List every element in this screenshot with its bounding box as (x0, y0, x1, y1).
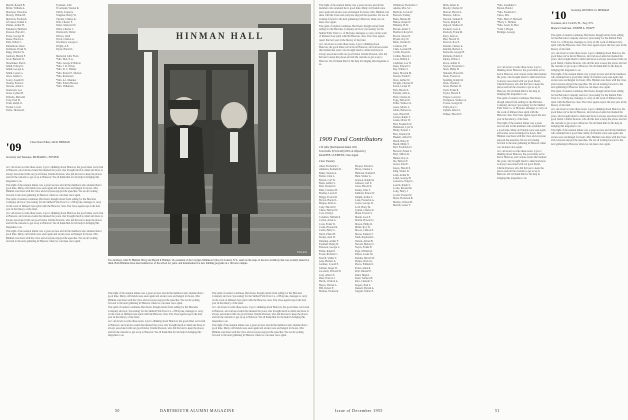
article-paragraph-19: At 1 am down as write these notes. I got to thinking about Hanover, the good times we've had at Hanover, and various events that marked the years. Our brought much to mind and more is always associated with our good friend, Charlie Pearson, who did his best to keep the places and tell the customs to get as up to Hanover. We all thank him for his help in bringing this magazine to us. (551, 107, 627, 128)
donor-name: Dwight, Charles H. (393, 81, 414, 85)
donor-name: Bolinger, George (497, 31, 515, 35)
donor-name: Ulrich, Clarence (56, 10, 74, 14)
donor-name: Slade, Everett A. (443, 75, 461, 79)
donor-name: Lamb, George H. (393, 176, 412, 180)
donor-name: Lane, Frederick A. (355, 198, 375, 202)
donor-name: Weiss, Maxwell W. (56, 24, 77, 28)
donor-name: Upham, Albert J. (443, 109, 461, 113)
donor-name: Randall, Herbert L. (443, 48, 464, 52)
donor-name: Ide, Herbert F. (393, 159, 409, 163)
donor-name: Knight, Arthur L. (355, 195, 374, 199)
donor-name: Perry, Allen G. (443, 34, 459, 38)
issue-date: Issue of December 1955 (335, 408, 383, 413)
donor-name: Rowe, Arthur N. (443, 61, 461, 65)
article-paragraph-2: The night of the reunion dinner was a great success and all the members who attended had a good time. Many old friends were seen again and stories were exchanged for hours. Mrs. Hinman was there with the Class and everyone enjoyed the speeches. We are all looking forward to the next gathering in Hanover when we can meet once again. (6, 183, 102, 197)
donor-name: Page, William R. (355, 249, 373, 253)
hinman-brothers-photo (108, 4, 311, 256)
donor-name: Chase, Herbert W. (319, 209, 339, 213)
donor-name: Toby, Pred H. (6, 98, 21, 102)
donor-name: Taylor, Harold E. (443, 92, 462, 96)
donor-name: *Mrs. Wilkinson (56, 85, 74, 89)
donor-name: Buck, Charles D. (393, 41, 411, 45)
donor-name: *Harry C. Holmes (497, 20, 517, 24)
donor-name: Crane, Howard R. (319, 226, 338, 230)
donor-name: Holt, Frederick D. (393, 146, 413, 150)
donor-name: Russell, Harold A. (355, 287, 375, 291)
donor-name: Mann, Everett S. (355, 212, 373, 216)
donor-name: Hammond, Lyle W. (393, 126, 414, 130)
donor-name: Jones, Harold S. (355, 185, 373, 189)
magazine-name: DARTMOUTH ALUMNI MAGAZINE (160, 408, 235, 413)
donor-name: Phelps, David A. (355, 259, 373, 263)
donor-name: Dana, Edward S. (393, 65, 411, 69)
donor-name: Robinson, Frank N. (6, 48, 27, 52)
donor-name: Locke, Russell M. (393, 187, 413, 191)
donor-name: Stevens, Allan L. (6, 85, 24, 89)
donor-name: Walker, Harold N. (443, 112, 462, 116)
donor-name: Mason, Philip R. (355, 222, 373, 226)
donor-name: Merrill, Lester T. (393, 204, 411, 208)
donor-name: Richards, Edwin T. (443, 54, 463, 58)
donor-name: Sanborn, Harold F. (6, 54, 26, 58)
donor-name: Moore, Clinton E. (355, 229, 374, 233)
donor-name: Fisher, Ralph E. (319, 249, 336, 253)
donor-name: Beal, Donald O. (319, 185, 336, 189)
donor-name: Coleman, William P. (319, 215, 341, 219)
donor-name: Curtis, Harry C. (319, 229, 336, 233)
donor-name: Ripley, Walter J. (443, 58, 461, 62)
donor-name: Cross, Phillip S. (393, 58, 410, 62)
donor-name: Baker, Warren A. (319, 171, 337, 175)
donor-name: Hill, Robert E. (319, 287, 335, 291)
donor-name: Spalding, Ralph M. (443, 78, 464, 82)
donor-name: Hooper, Edwin S. (355, 165, 374, 168)
donor-name: Scott, Bernard W. (6, 58, 25, 62)
donor-name: Goodwin, Edward H. (319, 270, 342, 274)
donor-name: Martin, Howard J. (355, 219, 375, 223)
donor-name: Wells, Charles C. (56, 27, 75, 31)
fund-total: Total Gifts: $7,612.48 (100% of Objective) (319, 150, 366, 153)
donor-name: Eaton, Lionel W. (393, 85, 411, 89)
donor-name: Murdoch, Frederick (6, 17, 27, 21)
donor-name: Sturtevant, Lee (6, 88, 22, 92)
donor-name: Noyes, Frank H. (355, 246, 373, 250)
donor-name: Newell, Herbert C. (355, 242, 375, 246)
donor-name: Parkinson, Hubbard (6, 27, 27, 31)
memorial-gifts-list (497, 4, 547, 64)
donor-name: Smith, Edward J. (6, 65, 24, 69)
donor-name: Bates, Arthur S. (319, 181, 336, 185)
donor-name: Smith, George A. (6, 68, 25, 72)
donor-name: Vincent, Charles K. (56, 17, 77, 21)
donor-name: Towne, George M. (443, 102, 463, 106)
right-top-notes (319, 4, 389, 134)
donor-name: Pike, Harold W. (443, 37, 460, 41)
donor-name: Emerson, George L. (319, 246, 340, 250)
donor-name: Stone, Herbert W. (443, 85, 462, 89)
donor-name: Gray, Albert N. (319, 273, 335, 277)
donor-name: Snow, Arthur C. (6, 75, 23, 79)
article-paragraph-5: The night of the reunion dinner was a great success and all the members who attended had a good time. Many old friends were seen again and stories were exchanged for hours. Mrs. Hinman was there with the Class and everyone enjoyed the speeches. We are all looking forward to the next gathering in Hanover when we can meet once again. (6, 229, 102, 243)
donor-name: Johnson, Carl E. (355, 181, 373, 185)
photo-caption: Two brothers, John H. Hinman '09 (l) and Harold P. Hinman '16, president of the Carrigan Wilkinson School in Carmel, N.Y., stand on the steps of the new dormitory that was recently named for them. Both Hinmans have been benefactors of the school for years, and instrumental in a new building program on a 100-acre campus. (108, 259, 310, 266)
donor-name: *Mrs. Harry F. Hartwell (497, 17, 523, 21)
article-paragraph-4: At 1 am down as write these notes. I got to thinking about Hanover, the good times we've had at Hanover, and various events that marked the years. Our brought much to mind and more is always associated with our good friend, Charlie Pearson, who did his best to keep the places and tell the customs to get as up to Hanover. We all thank him for his help in bringing this magazine to us. (6, 212, 104, 229)
donor-name: Hunt, Walter G. (355, 175, 372, 179)
donor-name: Brown, Harold L. (319, 198, 338, 202)
donor-name: Wait, Chester F. (56, 20, 73, 24)
donor-name: Putnam, Chester A. (443, 44, 464, 48)
donor-name: Munroe, John A. (443, 14, 461, 18)
article-paragraph-13: The spirit of reunion continues. Bert Kent, though retired from selling for the Hercules Company and now 'processing' for the Skilled Falls Trust Co. of Holyoke, manages to carry on the work of Imbued class spirit with the Hanover class. The Class agents report the best year in the history of the fund. (319, 25, 387, 42)
donor-name: *Mrs. Robertson (56, 75, 74, 79)
photo-image (108, 4, 311, 256)
donor-name: Gibbs, Herbert A. (393, 109, 412, 113)
donor-name: Barber, John L. (319, 175, 336, 179)
article-paragraph-11: The night of the reunion dinner was a great success and all the members who attended had a good time. Many old friends were seen again and stories were exchanged for hours. Mrs. Hinman was there with the Class and everyone enjoyed the speeches. We are all looking forward to the next gathering in Hanover when we can meet once again. (212, 323, 308, 338)
donor-name: Graves, Ralph T. (393, 115, 411, 119)
donor-name: Trowmann, Warren R. (56, 7, 80, 11)
donor-name: Colton, Alvin G. (319, 219, 337, 223)
donor-name: *Mrs. Lewis D. Hart (497, 24, 519, 28)
donor-name: Fuller, Wallace O. (393, 102, 412, 106)
donor-name: Heath, Philip T. (393, 143, 410, 147)
donor-list-left-2 (56, 4, 104, 134)
donor-name: Bates, Helene M. (393, 17, 412, 21)
article-paragraph-9: The spirit of reunion continues. Bert Kent, though retired from selling for the Hercules Company and now 'processing' for the Skilled Falls Trust Co. of Holyoke, manages to carry on the work of Imbued class spirit with the Hanover class. The Class agents report the best year in the history of the fund. (212, 292, 308, 306)
donor-name: Field, Charles R. (393, 95, 411, 99)
donor-name: *John J. Hogan (497, 27, 514, 31)
donor-name: Collins, Harold J. (393, 54, 412, 58)
donor-name: Miller, Roy W. (355, 226, 371, 230)
donor-name: Marble, Clinton H. (393, 200, 413, 204)
class-10-notes (551, 34, 627, 404)
donor-name: Dunning, Arthur F. (319, 239, 339, 243)
class-09-notes (6, 166, 104, 400)
donor-list-left (6, 4, 54, 134)
donor-name: Tibbetts, Malcolm (6, 95, 26, 99)
donor-name: Wentworth, Walter (56, 31, 76, 35)
donor-name: Woodbury, George C. (56, 41, 79, 45)
donor-name: Lewis, George D. (355, 202, 374, 206)
donor-name: Bowen, Albert T. (393, 27, 411, 31)
donor-name: Newton, Samuel E. (443, 17, 464, 21)
donor-name: Hall, Frederick W. (393, 122, 413, 126)
donor-name: Haskell, Alfred N. (393, 136, 413, 140)
donor-name: Farnum, John A. (393, 92, 411, 96)
donor-name: Potter, Allen R. (355, 266, 372, 270)
fund-donor-list-2 (355, 165, 389, 401)
fund-contributors-title: 1909 Fund Contributors (319, 136, 383, 143)
donor-name: Howe, Chester J. (355, 168, 373, 172)
donor-name: Reese, Harold A. (6, 37, 24, 41)
donor-name: Pearson, Harold C. (6, 31, 26, 35)
donor-name: Barton, Harold (497, 7, 513, 11)
donor-name: Keyes, Harold P. (393, 166, 411, 170)
donor-name: Hardy, Everett J. (393, 129, 411, 133)
donor-name: Clark, Leonard H. (393, 48, 412, 52)
donor-name: Rich, Walter C. (6, 41, 23, 45)
donor-name: Hatch, Harry P. (393, 139, 409, 143)
hinman-hall-sign: HINMAN HALL (176, 31, 265, 41)
class-09-heading: Class Notes Editor, JACK HINMAN (30, 141, 70, 144)
donor-name: Chace, Mrs. (497, 14, 510, 18)
article-paragraph-12: The night of the reunion dinner was a great success and all the members who attended had a good time. Many old friends were seen again and stories were exchanged for hours. Mrs. Hinman was there with the Class and everyone enjoyed the speeches. We are all looking forward to the next gathering in Hanover when we can meet once again. (319, 4, 389, 25)
donor-name: Sawyer, Frederick C. (443, 65, 465, 69)
donor-name: Atkinson, Kenneth R. (319, 168, 342, 172)
article-paragraph-10: At 1 am down as write these notes. I got to thinking about Hanover, the good times we've had at Hanover, and various events that marked the years. Our brought much to mind and more is always associated with our good friend, Charlie Pearson, who did his best to keep the places and tell the customs to get as up to Hanover. We all thank him for his help in bringing this magazine to us. (212, 306, 310, 323)
donor-name: Nelson, Alfred B. (355, 239, 374, 243)
donor-name: Nash, Raymond L. (355, 236, 375, 240)
donor-name: Lyman, Charles P. (355, 209, 374, 213)
donor-name: Porter, George H. (6, 34, 25, 38)
donor-name: Jewett, Paul E. (393, 163, 409, 167)
donor-name: Morse, Samuel T. (355, 232, 374, 236)
donor-name: Rugg, Charles W. (6, 51, 25, 55)
article-paragraph-18: The spirit of reunion continues. Bert Kent, though retired from selling for the Hercules Company and now 'processing' for the Skilled Falls Trust Co. of Holyoke, manages to carry on the work of Imbued class spirit with the Hanover class. The Class agents report the best year in the history of the fund. (551, 90, 627, 107)
left-page (0, 0, 313, 420)
donor-name: Bryant, Roy W. (393, 37, 410, 41)
fund-donor-list-1 (319, 165, 353, 401)
article-paragraph-20: The night of the reunion dinner was a great success and all the members who attended had a good time. Many old friends were seen again and stories were exchanged for hours. Mrs. Hinman was there with the Class and everyone enjoyed the speeches. We are all looking forward to the next gathering in Hanover when we can meet once again. (551, 128, 627, 146)
donor-name: Pierce, Edmund J. (355, 263, 374, 267)
photo-credit: Foto Arts (297, 251, 307, 254)
donor-name: Lovell, Everett W. (393, 193, 413, 197)
donor-name: *Mrs. Robert E. Shelton (56, 71, 82, 75)
donor-name: King, Walter D. (393, 170, 410, 174)
donor-name: Cole, Irving J. (319, 212, 334, 216)
article-paragraph-14: At 1 am down as write these notes. I got to thinking about Hanover, the good times we've had at Hanover, and various events that marked the years. Our brought much to mind and more is always associated with our good friend, Charlie Pearson, who did his best to keep the places and tell the customs to get as up to Hanover. We all thank him for his help in bringing this magazine to us. (319, 42, 389, 67)
class-10-notes-left (497, 66, 547, 404)
donor-name: Hart, Charles M. (393, 132, 411, 136)
donor-name: Howard, Ernest L. (393, 149, 413, 153)
donor-name: Foster, Richard C. (319, 253, 338, 257)
donor-name: Ellis, Harold S. (393, 88, 409, 92)
donor-list-right (393, 4, 441, 404)
donor-name: Mosely, Willard H. (6, 14, 26, 18)
donor-name: Cady, Harold D. (319, 205, 336, 209)
donor-name: Drew, Arthur W. (393, 78, 411, 82)
donor-name: Baldwin, Lewis W. (393, 10, 413, 14)
donor-name: Lord, Harry M. (355, 205, 371, 209)
donor-name: Palmer, Arthur H. (6, 24, 25, 28)
donor-name: Marsh, Leon F. (355, 215, 371, 219)
donor-name: Smith, Lester G. (6, 71, 24, 75)
donor-name: Cushman, Lee W. (393, 61, 412, 65)
donor-name: Day, Wilbur T. (393, 68, 409, 72)
class-09-notes-col2 (108, 292, 206, 404)
donor-name: Ladd, Arthur B. (393, 173, 410, 177)
donor-name: Bisbee, Ralph W. (393, 20, 412, 24)
donor-name: Gates, Morris L. (393, 105, 411, 109)
donor-name: Coffin, Ernest K. (393, 51, 411, 55)
article-paragraph-23: The night of the reunion dinner was a great success and all the members who attended had a good time. Many old friends were seen again and stories were exchanged for hours. Mrs. Hinman was there with the Class and everyone enjoyed the speeches. We are all looking forward to the next gathering in Hanover when we can meet once again. (497, 121, 546, 149)
donor-name: Mills, Albert R. (443, 4, 460, 7)
class-year-09: '09 (6, 140, 22, 154)
donor-name: Dodge, Alan W. (319, 236, 336, 240)
donor-name: Pratt, Russell E. (355, 270, 372, 274)
donor-list-right-2 (443, 4, 491, 404)
donor-name: *Mrs. A.J. Meunier (56, 78, 77, 82)
article-paragraph-3: The spirit of reunion continues. Bert Kent, though retired from selling for the Hercules Company and now 'processing' for the Skilled Falls Trust Co. of Holyoke, manages to carry on the work of Imbued class spirit with the Hanover class. The Class agents report the best year in the history of the fund. (6, 197, 102, 212)
donor-name: Reed, Wallace H. (355, 276, 374, 280)
donor-name: *Mrs. Holt, E.A. (56, 58, 74, 62)
donor-name: Vaughan, Henry W. (56, 14, 77, 18)
donor-name: Morton, Harold L. (443, 10, 463, 14)
donor-name: Kelley, John T. (355, 188, 371, 192)
donor-name: Rice, Clement T. (355, 280, 373, 284)
donor-name: Wilcox, Orell (56, 34, 71, 38)
donor-name: Moody, Charles W. (443, 7, 464, 11)
donor-name: Goss, Harold B. (393, 112, 410, 116)
donor-name: Wright, A.E. (56, 44, 70, 48)
article-paragraph-8: At 1 am down as write these notes. I got to thinking about Hanover, the good times we've had at Hanover, and various events that marked the years. Our brought much to mind and more is always associated with our good friend, Charlie Pearson, who did his best to keep the places and tell the customs to get as up to Hanover. We all thank him for his help in bringing this magazine to us. (108, 320, 206, 338)
left-page-number: 50 (115, 408, 120, 413)
article-paragraph-21: At 1 am down as write these notes. I got to thinking about Hanover, the good times we've had at Hanover, and various events that marked the years. Our brought much to mind and more is always associated with our good friend, Charlie Pearson, who did his best to keep the places and tell the customs to get as up to Hanover. We all thank him for his help in bringing this magazine to us. (497, 66, 547, 97)
fund-gifts: 132 Gifts (Participation Index 105) (319, 146, 357, 149)
donor-name: *Mrs. Josephine C. (497, 4, 518, 7)
donor-name: Trask, Ralph O. (6, 102, 23, 106)
article-paragraph: At 1 am down as write these notes. I got to thinking about Hanover, the good times we've had at Hanover, and various events that marked the years. Our brought much to mind and more is always associated with our good friend, Charlie Pearson, who did his best to keep the places and tell the customs to get as up to Hanover. We all thank him for his help in bringing this magazine to us. (6, 166, 104, 183)
donor-name: Blakeley, H.W. (393, 24, 409, 28)
donor-name: Hayes, Warren L. (319, 283, 338, 287)
donor-name: Hoyt, Milton R. (393, 153, 410, 157)
donor-name: Wyatt, Harold L. (56, 48, 74, 52)
donor-name: Merrill, Roland B. (6, 4, 26, 7)
donor-name: O'Connor, Daniel S. (6, 20, 27, 24)
donor-name: Gardner, Lowell E. (319, 263, 339, 267)
donor-name: Dean, Howard M. (393, 71, 412, 75)
donor-name: Tyzzaner, John (56, 4, 72, 7)
donor-name: Bradley, Lewis P. (319, 192, 338, 196)
donor-name: Peabody, Frank M. (443, 31, 463, 35)
donor-name: Mack, Frederick B. (393, 197, 414, 201)
donor-name: Leavitt, Ralph S. (393, 183, 411, 187)
article-paragraph-22: The spirit of reunion continues. Bert Kent, though retired from selling for the Hercules Company and now 'processing' for the Skilled Falls Trust Co. of Holyoke, manages to carry on the work of Imbued class spirit with the Hanover class. The Class agents report the best year in the history of the fund. (497, 97, 547, 121)
donor-name: Hale, Francis J. (319, 276, 336, 280)
donor-name: Gilman, Roger D. (319, 266, 338, 270)
article-paragraph-17: The night of the reunion dinner was a great success and all the members who attended had a good time. Many old friends were seen again and stories were exchanged for hours. Mrs. Hinman was there with the Class and everyone enjoyed the speeches. We are all looking forward to the next gathering in Hanover when we can meet once again. (551, 72, 627, 90)
donor-name: Long, Harry J. (393, 190, 409, 194)
donor-name: *Mrs. Edwin Bowser (56, 81, 79, 85)
article-paragraph-15: The spirit of reunion continues. Bert Kent, though retired from selling for the Hercules Company and now 'processing' for the Skilled Falls Trust Co. of Holyoke, manages to carry on the work of Imbued class spirit with the Hanover class. The Class agents report the best year in the history of the fund. (551, 34, 627, 51)
donor-name: Eastman, Henry B. (319, 242, 339, 246)
class-10-agent: Bequest Chairman, JOSEPH A. WOLFF (551, 27, 595, 30)
donor-name: *Mrs. D. C. Hadley (56, 68, 77, 72)
fund-agent: RALPH B. CLEMENT, Class Agent (319, 154, 359, 157)
donor-name: Cook, Frank W. (319, 222, 336, 226)
donor-name: Adams, Mrs. S.C. (393, 7, 412, 11)
donor-name: Tucker, Lou P. (6, 105, 22, 109)
donor-name: Prescott, Roy E. (443, 41, 460, 45)
article-paragraph-24: At 1 am down as write these notes. I got to thinking about Hanover, the good times we've had at Hanover, and various events that marked the years. Our brought much to mind and more is always associated with our good friend, Charlie Pearson, who did his best to keep the places and tell the customs to get as up to Hanover. We all thank him for his help in bringing this magazine to us. (497, 149, 547, 180)
donor-name: Bascom, Stanley (393, 14, 411, 18)
donor-name: Osgood, Wallace P. (443, 24, 464, 28)
donor-name: Kimball, Ernest W. (355, 192, 375, 196)
donor-name: Simonds, Harold R. (443, 71, 464, 75)
donor-name: Davis, Elmer H. (319, 232, 336, 236)
donor-name: Thayer, Lewis D. (443, 95, 462, 99)
donor-name: Wilkinson, Frederick C. (393, 4, 418, 7)
donor-name: Tuttle, Roy C. (443, 105, 458, 109)
donor-name: *Mrs. Frederick C. (497, 10, 517, 14)
donor-name: Barrett, Carl W. (319, 178, 336, 182)
donor-name: Rand, Hugh L. (355, 273, 371, 277)
donor-name: Memorial Gifts From (56, 54, 79, 58)
donor-name: Hubbard, Nathan P. (355, 171, 376, 175)
class-10-heading: Secretary, RUSSELL D. MERIAM (571, 9, 609, 12)
donor-name: Stearns, Ernest J. (6, 81, 24, 85)
donor-name: Packard, Leon A. (443, 27, 462, 31)
article-paragraph-6: The night of the reunion dinner was a great success and all the members who attended had a good time. Many old friends were seen again and stories were exchanged for hours. Mrs. Hinman was there with the Class and everyone enjoyed the speeches. We are all looking forward to the next gathering in Hanover when we can meet once again. (108, 292, 204, 306)
donor-name: Harris, Clifford A. (319, 280, 339, 284)
donor-name: Burpee, Allan G. (319, 202, 337, 206)
donor-name: Soucy, Joseph W. (6, 78, 25, 82)
donor-name: Sargent, Walter E. (355, 290, 374, 294)
donor-name: Perkins, Harold W. (355, 256, 375, 260)
donor-name: Allen, Frederick C. (319, 165, 340, 168)
right-page (315, 0, 628, 420)
donor-name: Gale, Herbert A. (319, 259, 337, 263)
class-09-notes-col3 (212, 292, 310, 404)
donor-name: Wood, Charles A. (56, 37, 75, 41)
donor-name: Hunter, Roy A. (393, 156, 409, 160)
class-year-10: '10 (551, 8, 567, 22)
class-10-address: Treasurer, ALL CLASS, FL. Troy, N.Y. (551, 22, 594, 25)
donor-name: *Mrs. J. D. Oliver (56, 65, 75, 69)
donor-name: Swift, Frank R. (443, 88, 459, 92)
donor-name: Lawrence, Edgar L. (393, 180, 414, 184)
donor-name: Parker, Lester M. (355, 253, 374, 257)
donor-name: Stark, Charles L. (443, 81, 461, 85)
donor-name: Rogers, Paul S. (355, 283, 371, 287)
donor-name: Morrison, Theodore (6, 10, 27, 14)
donor-name: Reynolds, George B. (443, 51, 465, 55)
donor-name: Downs, Frank E. (393, 75, 411, 79)
donor-name: Shoemaker, Paul L. (6, 61, 27, 65)
donor-name: Brown, Stuart N. (393, 34, 411, 38)
donor-name: Carleton, F.P. (393, 44, 407, 48)
article-paragraph-7: The spirit of reunion continues. Bert Kent, though retired from selling for the Hercules Company and now 'processing' for the Skilled Falls Trust Co. of Holyoke, manages to carry on the work of Imbued class spirit with the Hanover class. The Class agents report the best year in the history of the fund. (108, 306, 204, 320)
fund-class-treasury: Class Treasury (319, 160, 335, 163)
donor-name: *Mrs. George P. Burton (56, 61, 81, 65)
class-09-secretary: Secretary and Treasurer, RICHARD C. FOSTER (6, 156, 59, 159)
donor-name: French, Walter T. (319, 256, 337, 260)
donor-name: Richardson, Dean (6, 44, 25, 48)
right-page-number: 51 (495, 408, 500, 413)
donor-name: Miller, William A. (6, 7, 26, 11)
donor-name: Blair, Clarence H. (319, 188, 338, 192)
donor-name: Briggs, Forrest R. (319, 195, 338, 199)
donor-name: Stone, Lyman H. (6, 92, 24, 96)
donor-name: Norris, Ralph D. (443, 20, 461, 24)
donor-name: Green, Oliver W. (393, 119, 411, 123)
article-paragraph-16: At 1 am down as write these notes. I got to thinking about Hanover, the good times we've had at Hanover, and various events that marked the years. Our brought much to mind and more is always associated with our good friend, Charlie Pearson, who did his best to keep the places and tell the customs to get as up to Hanover. We all thank him for his help in bringing this magazine to us. (551, 51, 627, 72)
donor-name: Fogg, Herbert E. (393, 98, 411, 102)
donor-name: Shaw, Philip H. (443, 68, 460, 72)
donor-name: Tuttle, Thomas R. (6, 109, 25, 113)
donor-name: Jackson, Ralph M. (355, 178, 375, 182)
donor-name: Thompson, Wallace A. (443, 98, 467, 102)
donor-name: Bradford, Royal D. (393, 31, 414, 35)
donor-name: Holmes, Frederick (319, 290, 339, 294)
